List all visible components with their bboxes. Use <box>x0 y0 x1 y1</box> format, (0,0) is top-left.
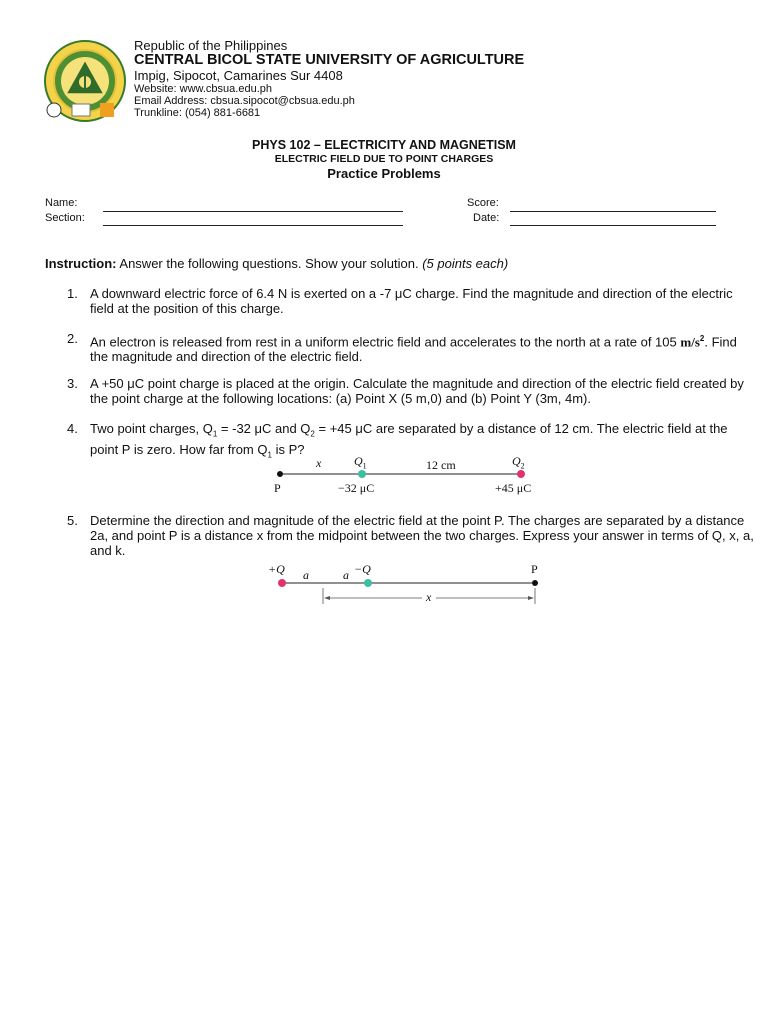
t3: = +45 μC are separated by a distance of 12 cm. The electric field at the point P is zero. How far from Q <box>90 421 728 457</box>
question-number: 1. <box>67 286 78 301</box>
question-text-a: An electron is released from rest in a uniform electric field and accelerates to the north at a rate of 105 <box>90 334 677 350</box>
trunkline-line: Trunkline: (054) 881-6681 <box>134 107 261 119</box>
score-label: Score: <box>467 197 499 209</box>
question-number: 3. <box>67 376 78 391</box>
section-field[interactable] <box>103 225 403 226</box>
address-line: Impig, Sipocot, Camarines Sur 4408 <box>134 68 343 83</box>
instruction-label: Instruction: <box>45 256 117 271</box>
fig2-plus-q: +Q <box>268 562 285 576</box>
website-line: Website: www.cbsua.edu.ph <box>134 83 272 95</box>
fig1-point-p <box>277 471 283 477</box>
fig1-x-label: x <box>316 456 322 470</box>
practice-title: Practice Problems <box>327 166 441 181</box>
date-field[interactable] <box>510 225 716 226</box>
section-label: Section: <box>45 212 85 224</box>
question-number: 4. <box>67 421 78 436</box>
unit-exp: 2 <box>699 334 705 343</box>
s1: 1 <box>212 429 218 439</box>
question-text <box>90 331 755 364</box>
accreditation-badges <box>46 102 126 122</box>
question-number: 2. <box>67 331 78 346</box>
fig2-a2: a <box>343 568 349 582</box>
fig1-q2-label: $Q_2$ <box>512 454 525 471</box>
fig2-charge-minus <box>364 579 372 587</box>
fig2-a1: a <box>303 568 309 582</box>
fig2-p-label: P <box>531 562 538 576</box>
figure-2 <box>266 562 556 608</box>
t1: Two point charges, Q <box>90 421 213 436</box>
fig2-charge-plus <box>278 579 286 587</box>
score-field[interactable] <box>510 211 716 212</box>
university-name: CENTRAL BICOL STATE UNIVERSITY OF AGRICULTURE <box>134 52 525 68</box>
fig1-q2-value: +45 μC <box>495 481 532 495</box>
question-text: Determine the direction and magnitude of the electric field at the point P. The charges are separated by a distance 2a, and point P is a distance x from the midpoint between the two charges. Express your answer in terms of Q, x, a, and k. <box>90 513 754 558</box>
fig1-distance-label: 12 cm <box>426 458 456 472</box>
name-label: Name: <box>45 197 78 209</box>
fig1-q1-value: −32 μC <box>338 481 375 495</box>
fig1-charge-q2 <box>517 470 525 478</box>
fig1-p-label: P <box>274 481 281 495</box>
fig2-minus-q: −Q <box>354 562 371 576</box>
instruction-points: (5 points each) <box>422 256 509 271</box>
unit: m/s <box>680 334 700 350</box>
fig2-arrow-right <box>528 596 534 600</box>
question-number: 5. <box>67 513 78 528</box>
course-title: PHYS 102 – ELECTRICITY AND MAGNETISM <box>252 138 516 152</box>
republic-line: Republic of the Philippines <box>134 38 288 53</box>
fig2-point-p <box>532 580 538 586</box>
s2: 2 <box>310 429 315 439</box>
s3: 1 <box>267 450 272 460</box>
fig1-charge-q1 <box>358 470 366 478</box>
name-field[interactable] <box>103 211 403 212</box>
figure-1 <box>260 452 560 500</box>
question-text: A downward electric force of 6.4 N is exerted on a -7 μC charge. Find the magnitude and direction of the electric field at the position of this charge. <box>90 286 733 316</box>
email-line: Email Address: cbsua.sipocot@cbsua.edu.ph <box>134 95 355 107</box>
t2: = -32 μC and Q <box>217 421 311 436</box>
fig2-drawing <box>266 562 556 608</box>
instruction <box>45 256 508 271</box>
topic-title: ELECTRIC FIELD DUE TO POINT CHARGES <box>274 153 494 165</box>
fig1-q1-label: $Q_1$ <box>354 454 367 471</box>
t4: is P? <box>271 441 305 457</box>
fig2-arrow-left <box>324 596 330 600</box>
question-text-b: . Find the magnitude and direction of the electric field. <box>90 334 737 365</box>
fig2-x-label: x <box>426 590 432 604</box>
date-label: Date: <box>473 212 500 224</box>
instruction-text: Answer the following questions. Show your solution. <box>119 256 419 271</box>
question-text: A +50 μC point charge is placed at the origin. Calculate the magnitude and direction of the electric field created by the point charge at the following locations: (a) Point X (5 m,0) and (b) Point Y (3m, 4m). <box>90 376 744 406</box>
